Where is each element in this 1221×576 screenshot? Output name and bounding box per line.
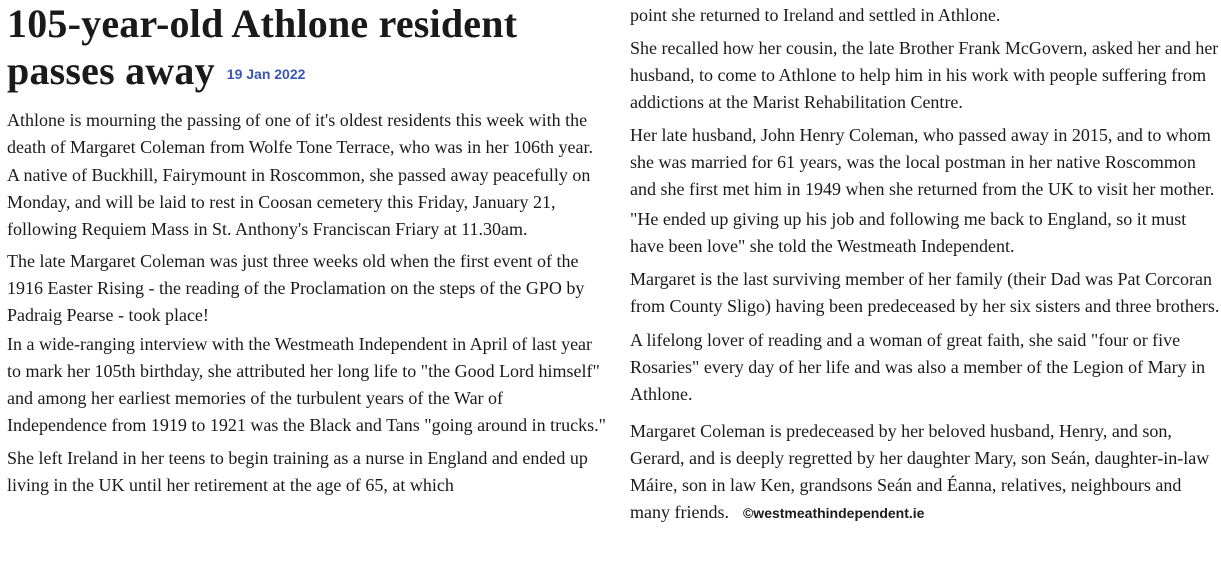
- article-left-column: [7, 0, 607, 499]
- article-paragraph: "He ended up giving up his job and following me back to England, so it must have been love" she told the Westmeath Independent.: [630, 209, 1187, 256]
- article-headline: [7, 0, 607, 98]
- article-paragraph: In a wide-ranging interview with the Westmeath Independent in April of last year to mark her 105th birthday, she attributed her long life to "the Good Lord himself" and among her earliest memories of the turbulent years of the War of Independence from 1919 to 1921 was the Black and Tans "going around in trucks.": [7, 334, 606, 436]
- article-paragraph: Margaret is the last surviving member of her family (their Dad was Pat Corcoran from County Sligo) having been predeceased by her six sisters and three brothers.: [630, 269, 1220, 316]
- copyright-notice: ©westmeathindependent.ie: [742, 505, 925, 521]
- publish-date: 19 Jan 2022: [226, 66, 306, 83]
- article-paragraph: point she returned to Ireland and settled in Athlone.: [630, 5, 1001, 25]
- article-paragraph: She recalled how her cousin, the late Brother Frank McGovern, asked her and her husband, to come to Athlone to help him in his work with people suffering from addictions at the Marist Rehabilitation Centre.: [630, 38, 1219, 112]
- article-paragraph: A native of Buckhill, Fairymount in Roscommon, she passed away peacefully on Monday, and will be laid to rest in Coosan cemetery this Friday, January 21, following Requiem Mass in St. Anthony's Franciscan Friary at 11.30am.: [7, 165, 591, 240]
- article-paragraph: The late Margaret Coleman was just three weeks old when the first event of the 1916 Easter Rising - the reading of the Proclamation on the steps of the GPO by Padraig Pearse - took place!: [7, 251, 585, 326]
- article-paragraph-final: [630, 418, 1220, 527]
- article-paragraph: A lifelong lover of reading and a woman of great faith, she said "four or five Rosaries" every day of her life and was also a member of the Legion of Mary in Athlone.: [630, 330, 1206, 404]
- headline-line-1: 105-year-old Athlone resident: [7, 1, 518, 46]
- article-paragraph: Athlone is mourning the passing of one of it's oldest residents this week with the death of Margaret Coleman from Wolfe Tone Terrace, who was in her 106th year.: [7, 110, 594, 158]
- article-right-column: [630, 0, 1220, 527]
- article-paragraph: She left Ireland in her teens to begin training as a nurse in England and ended up living in the UK until her retirement at the age of 65, at which: [7, 448, 588, 496]
- headline-line-2: passes away: [7, 48, 215, 93]
- article-paragraph-text: Margaret Coleman is predeceased by her beloved husband, Henry, and son, Gerard, and is deeply regretted by her daughter Mary, son Seán, daughter-in-law Máire, son in law Ken, grandsons Seán and Éanna, relatives, neighbours and many friends.: [630, 421, 1210, 522]
- article-paragraph: Her late husband, John Henry Coleman, who passed away in 2015, and to whom she was married for 61 years, was the local postman in her native Roscommon and she first met him in 1949 when she returned from the UK to visit her mother.: [630, 125, 1215, 199]
